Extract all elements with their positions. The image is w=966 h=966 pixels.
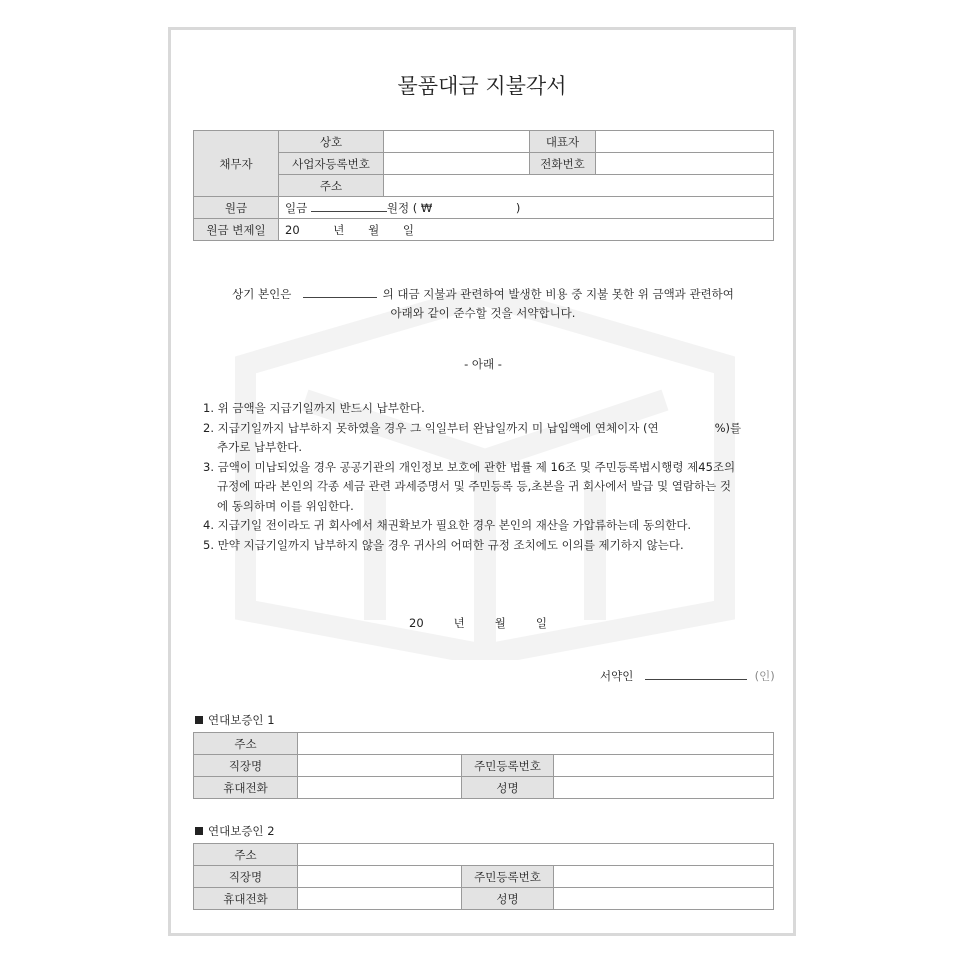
due-date-label: 원금 변제일 <box>194 219 279 241</box>
clause-4: 4. 지급기일 전이라도 귀 회사에서 채권확보가 필요한 경우 본인의 재산을 가압류하는데 동의한다. <box>203 518 692 532</box>
debtor-label: 채무자 <box>194 131 279 197</box>
g2-workplace-field[interactable] <box>298 866 462 888</box>
g2-mobile-label: 휴대전화 <box>194 888 298 910</box>
clause-2: 2. 지급기일까지 납부하지 못하였을 경우 그 익일부터 완납일까지 미 납입액에 연체이자 (연 %)를 추가로 납부한다. <box>203 420 742 454</box>
phone-field[interactable] <box>596 153 774 175</box>
g1-address-label: 주소 <box>194 733 298 755</box>
clause-3: 3. 금액이 미납되었을 경우 공공기관의 개인정보 보호에 관한 법률 제 16조 및 주민등록법시행령 제45조의 규정에 따라 본인의 각종 세금 관련 과세증명서 및 주민등록 등,초본을 귀 회사에서 발급 및 열람하는 것 에 동의하며 이를 위임한다. <box>203 459 736 513</box>
section-header: - 아래 - <box>464 357 502 371</box>
guarantor1-table <box>193 732 774 799</box>
intro-paragraph: 상기 본인은 의 대금 지불과 관련하여 발생한 비용 중 지불 못한 위 금액과 관련하여 아래와 같이 준수할 것을 서약합니다. <box>232 287 734 320</box>
phone-label: 전화번호 <box>530 153 596 175</box>
party-name-blank[interactable] <box>303 287 377 298</box>
signer-line <box>600 667 775 686</box>
square-bullet-icon <box>195 827 203 835</box>
principal-label: 원금 <box>194 197 279 219</box>
square-bullet-icon <box>195 716 203 724</box>
g1-workplace-label: 직장명 <box>194 755 298 777</box>
g2-resident-label: 주민등록번호 <box>462 866 554 888</box>
document-title: 물품대금 지불각서 <box>397 74 567 98</box>
g2-name-label: 성명 <box>462 888 554 910</box>
clause-list <box>203 399 763 555</box>
guarantor1-heading: 연대보증인 1 <box>195 712 275 728</box>
g1-workplace-field[interactable] <box>298 755 462 777</box>
company-label: 상호 <box>279 131 384 153</box>
g1-mobile-label: 휴대전화 <box>194 777 298 799</box>
g2-resident-field[interactable] <box>554 866 774 888</box>
signer-label: 서약인 <box>600 669 634 683</box>
due-date-field[interactable]: 20 년 월 일 <box>279 219 774 241</box>
g1-address-field[interactable] <box>298 733 774 755</box>
seal-mark: (인) <box>754 669 775 683</box>
signing-date: 20 년 월 일 <box>409 616 547 630</box>
address-field[interactable] <box>384 175 774 197</box>
clause-5: 5. 만약 지급기일까지 납부하지 않을 경우 귀사의 어떠한 규정 조치에도 이의를 제기하지 않는다. <box>203 537 684 552</box>
g2-workplace-label: 직장명 <box>194 866 298 888</box>
guarantor2-heading: 연대보증인 2 <box>195 823 275 839</box>
principal-amount-field[interactable]: 일금 원정 ( ₩ ) <box>279 197 774 219</box>
g2-mobile-field[interactable] <box>298 888 462 910</box>
business-reg-label: 사업자등록번호 <box>279 153 384 175</box>
representative-field[interactable] <box>596 131 774 153</box>
g1-name-field[interactable] <box>554 777 774 799</box>
g1-name-label: 성명 <box>462 777 554 799</box>
debtor-info-table <box>193 130 774 241</box>
g2-name-field[interactable] <box>554 888 774 910</box>
company-field[interactable] <box>384 131 530 153</box>
guarantor2-table <box>193 843 774 910</box>
business-reg-field[interactable] <box>384 153 530 175</box>
g1-resident-label: 주민등록번호 <box>462 755 554 777</box>
g2-address-field[interactable] <box>298 844 774 866</box>
representative-label: 대표자 <box>530 131 596 153</box>
g1-resident-field[interactable] <box>554 755 774 777</box>
address-label: 주소 <box>279 175 384 197</box>
clause-1: 1. 위 금액을 지급기일까지 반드시 납부한다. <box>203 401 425 415</box>
signer-name-blank[interactable] <box>645 669 747 680</box>
g1-mobile-field[interactable] <box>298 777 462 799</box>
g2-address-label: 주소 <box>194 844 298 866</box>
